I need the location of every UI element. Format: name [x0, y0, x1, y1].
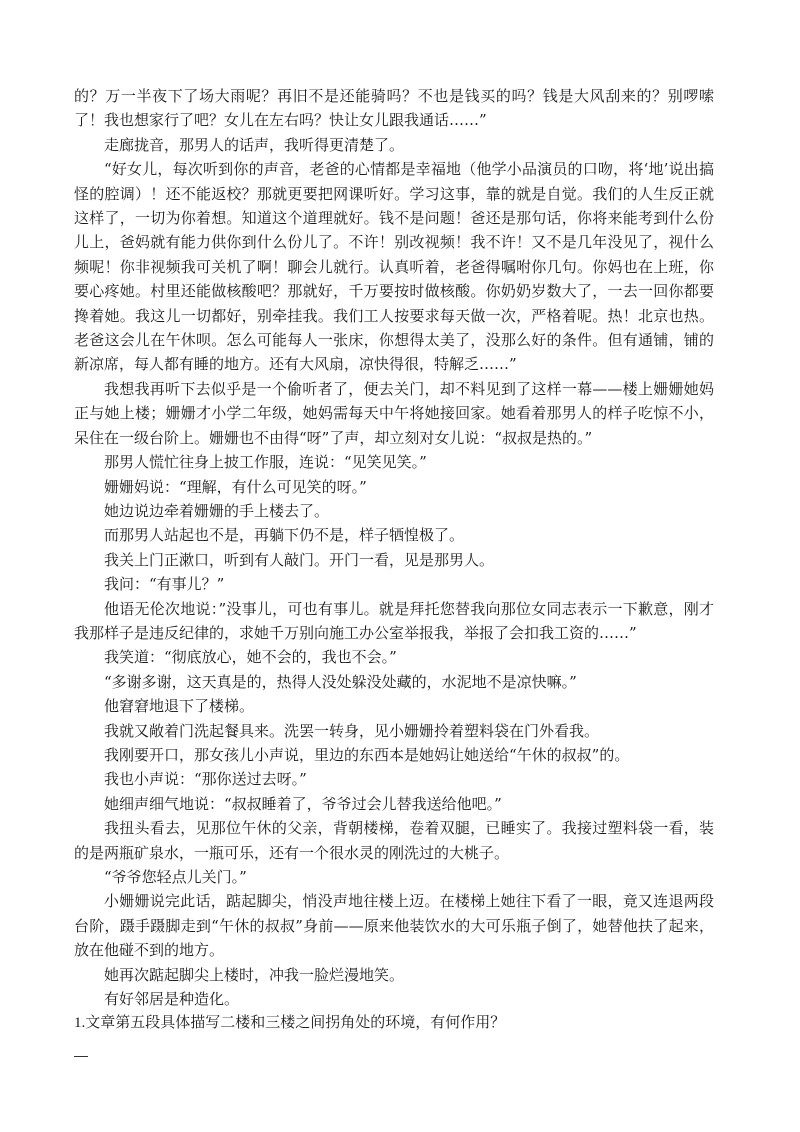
paragraph: 我刚要开口，那女孩儿小声说，里边的东西本是她妈让她送给“午休的叔叔”的。: [104, 745, 630, 764]
paragraph: 的？万一半夜下了场大雨呢？再旧不是还能骑吗？不也是钱买的吗？钱是大风刮来的？别啰嗦了！我也想家行了吧？女儿在左右吗？快让女儿跟我通话……”: [74, 87, 714, 130]
paragraph: 她边说边牵着姗姗的手上楼去了。: [104, 501, 330, 520]
question-1: 1.文章第五段具体描写二楼和三楼之间拐角处的环境，有何作用？: [74, 1015, 506, 1032]
paragraph: 我笑道：“彻底放心，她不会的，我也不会。”: [104, 648, 397, 667]
paragraph: 她再次踮起脚尖上楼时，冲我一脸烂漫地笑。: [104, 965, 405, 984]
paragraph: 我想我再听下去似乎是一个偷听者了，便去关门，却不料见到了这样一幕——楼上姗姗她妈正与她上楼；姗姗才小学二年级，她妈需每天中午将她接回家。她看着那男人的样子吃惊不小，呆住在一级台阶上。姗姗也不由得“呀”了声，却立刻对女儿说：“叔叔是热的。”: [74, 379, 714, 447]
paragraph: “爷爷您轻点儿关门。”: [104, 868, 247, 886]
paragraph: “多谢多谢，这天真是的，热得人没处躲没处藏的，水泥地不是凉快嘛。”: [104, 672, 577, 691]
paragraph: 小姗姗说完此话，踮起脚尖，悄没声地往楼上迈。在楼梯上她往下看了一眼，竟又连退两段台阶，蹑手蹑脚走到“午休的叔叔”身前——原来他装饮水的大可乐瓶子倒了，她替他扶了起来，放在他碰不到的地方。: [74, 892, 714, 960]
paragraph: 我关上门正漱口，听到有人敲门。开门一看，见是那男人。: [104, 550, 495, 569]
paragraph: 姗姗妈说：“理解，有什么可见笑的呀。”: [104, 477, 367, 496]
paragraph: 我扭头看去，见那位午休的父亲，背朝楼梯，卷着双腿，已睡实了。我接过塑料袋一看，装的是两瓶矿泉水，一瓶可乐，还有一个很水灵的刚洗过的大桃子。: [74, 819, 714, 862]
paragraph: 我问：“有事儿？”: [104, 575, 225, 594]
paragraph: 她细声细气地说：“叔叔睡着了，爷爷过会儿替我送给他吧。”: [104, 794, 502, 813]
paragraph: 他窘窘地退下了楼梯。: [104, 697, 255, 716]
paragraph: 我也小声说：“那你送过去呀。”: [104, 770, 307, 789]
paragraph: 那男人慌忙往身上披工作服，连说：“见笑见笑。”: [104, 453, 427, 472]
paragraph: 有好邻居是种造化。: [104, 990, 240, 1009]
article-body: [74, 84, 714, 1011]
paragraph: “好女儿，每次听到你的声音，老爸的心情都是幸福地（他学小品演员的口吻，将‘地’说出搞怪的腔调）！还不能返校？那就更要把网课听好。学习这事，靠的就是自觉。我们的人生反正就这样了，一切为你着想。知道这个道理就好。钱不是问题！爸还是那句话，你将来能考到什么份儿上，爸妈就有能力供你到什么份儿了。不许！别改视频！我不许！又不是几年没见了，视什么频呢！你非视频我可关机了啊！聊会儿就行。认真听着，老爸得嘱咐你几句。你妈也在上班，你要心疼她。村里还能做核酸吧？那就好，千万要按时做核酸。你奶奶岁数大了，一去一回你都要搀着她。我这儿一切都好，别牵挂我。我们工人按要求每天做一次，严格着呢。热！北京也热。老爸这会儿在午休呗。怎么可能每人一张床，你想得太美了，没那么好的条件。但有通铺，铺的新凉席，每人都有睡的地方。还有大风扇，凉快得很，特解乏……”: [74, 160, 714, 374]
paragraph: 走廊拢音，那男人的话声，我听得更清楚了。: [104, 135, 405, 154]
paragraph: 他语无伦次地说：”没事儿，可也有事儿。就是拜托您替我向那位女同志表示一下歉意，刚才我那样子是违反纪律的，求她千万别向施工办公室举报我，举报了会扣我工资的……”: [74, 599, 714, 642]
paragraph: 而那男人站起也不是，再躺下仍不是，样子牺惶极了。: [104, 526, 465, 545]
answer-line[interactable]: [74, 1056, 88, 1057]
paragraph: 我就又敞着门洗起餐具来。洗罢一转身，见小姗姗拎着塑料袋在门外看我。: [104, 721, 600, 740]
